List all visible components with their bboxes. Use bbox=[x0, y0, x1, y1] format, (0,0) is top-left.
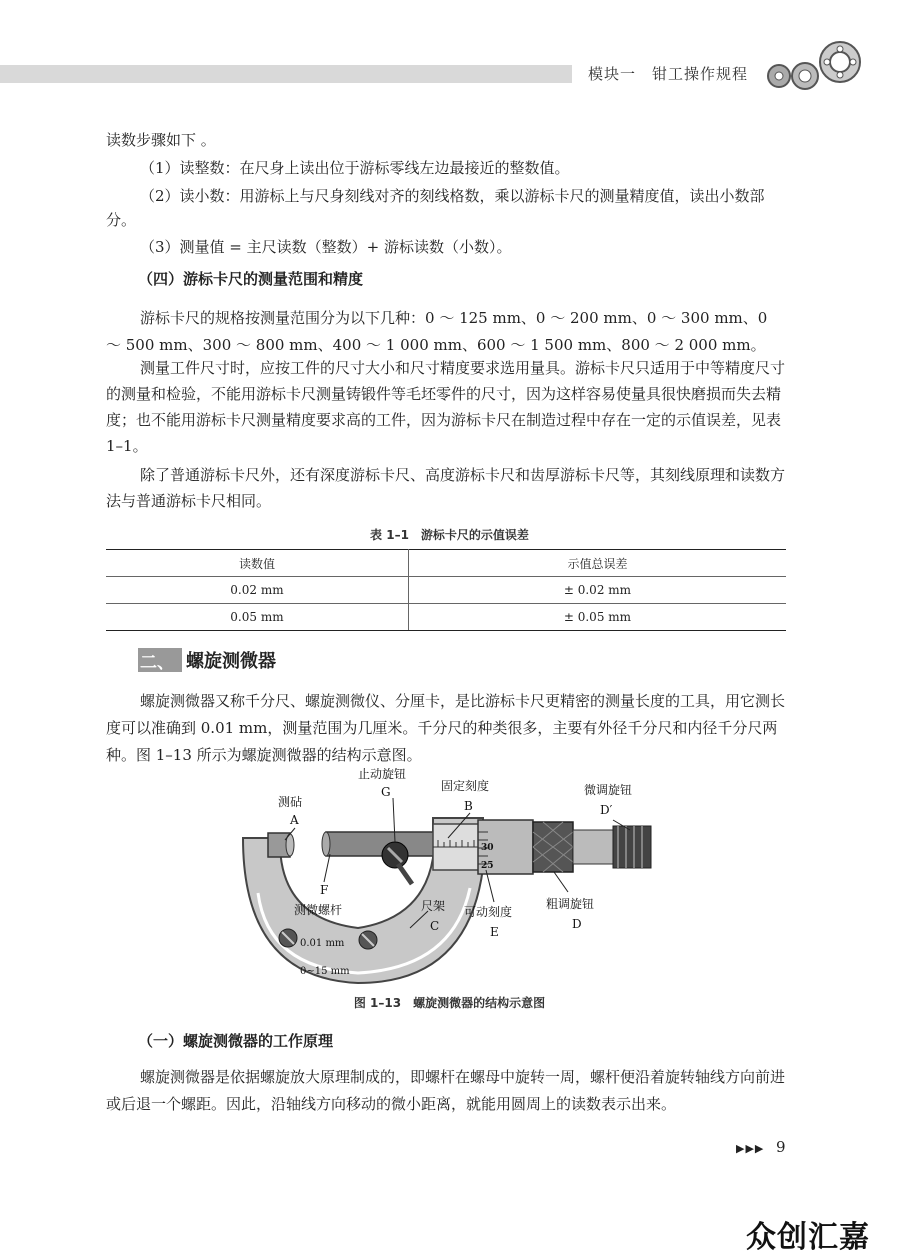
table-caption: 表 1–1 游标卡尺的示值误差 bbox=[370, 528, 529, 542]
brand-watermark: 众创汇嘉 bbox=[746, 1220, 870, 1255]
label-sleeve-name: 固定刻度 bbox=[441, 779, 490, 793]
error-table bbox=[106, 549, 786, 631]
label-sleeve-letter: B bbox=[464, 799, 473, 813]
label-lock-letter: G bbox=[381, 785, 391, 799]
page-number bbox=[736, 1138, 786, 1156]
para-usage: 测量工件尺寸时，应按工件的尺寸大小和尺寸精度要求选用量具。游标卡尺只适用于中等精度尺寸的测量和检验，不能用游标卡尺测量铸锻件等毛坯零件的尺寸，因为这样容易使量具很快磨损而失去精度；也不能用游标卡尺测量精度要求高的工件，因为游标卡尺在制造过程中存在一定的示值误差，见表 1–1。 bbox=[106, 359, 786, 455]
subhead-measuring-range: （四）游标卡尺的测量范围和精度 bbox=[138, 270, 364, 288]
step-2: （2）读小数：用游标上与尺身刻线对齐的刻线格数，乘以游标卡尺的测量精度值，读出小数部分。 bbox=[106, 187, 765, 229]
table-header-cell: 示值总误差 bbox=[408, 550, 786, 577]
label-coarse-knob-letter: D bbox=[572, 917, 582, 931]
thimble-30-label: 30 bbox=[481, 843, 494, 853]
label-ratchet-name: 微调旋钮 bbox=[584, 783, 633, 797]
table-cell: 0.02 mm bbox=[106, 577, 408, 604]
running-header-title: 模块一 钳工操作规程 bbox=[588, 65, 749, 83]
header-bar bbox=[0, 65, 572, 83]
table-cell: 0.05 mm bbox=[106, 604, 408, 631]
label-anvil-letter: A bbox=[290, 813, 299, 827]
label-thimble-name: 可动刻度 bbox=[464, 905, 513, 919]
label-spindle-letter: F bbox=[320, 883, 329, 897]
table-cell: ± 0.02 mm bbox=[408, 577, 786, 604]
table-row bbox=[106, 577, 786, 604]
intro-text: 读数步骤如下 。 bbox=[106, 131, 216, 149]
frame-range-text: 0~15 mm bbox=[300, 966, 350, 977]
page-number-value: 9 bbox=[775, 1138, 787, 1156]
para-working-principle: 螺旋测微器是依据螺旋放大原理制成的，即螺杆在螺母中旋转一周，螺杆便沿着旋转轴线方向前进或后退一个螺距。因此，沿轴线方向移动的微小距离，就能用圆周上的读数表示出来。 bbox=[106, 1068, 786, 1113]
table-header-cell: 读数值 bbox=[106, 550, 408, 577]
label-coarse-knob-name: 粗调旋钮 bbox=[546, 897, 595, 911]
para-range: 游标卡尺的规格按测量范围分为以下几种：0 ～ 125 mm、0 ～ 200 mm、0 ～ 300 mm、0 ～ 500 mm、300 ～ 800 mm、400 ～ 1 000 mm、600 ～ 1 500 mm、800 ～ 2 000 mm。 bbox=[106, 309, 768, 354]
thimble-25-label: 25 bbox=[481, 861, 494, 871]
step-1: （1）读整数：在尺身上读出位于游标零线左边最接近的整数值。 bbox=[140, 159, 570, 177]
subsection-title: （一）螺旋测微器的工作原理 bbox=[138, 1032, 334, 1050]
label-ratchet-letter: D′ bbox=[600, 803, 613, 817]
step-3: （3）测量值 = 主尺读数（整数）+ 游标读数（小数）。 bbox=[140, 238, 512, 256]
table-cell: ± 0.05 mm bbox=[408, 604, 786, 631]
frame-resolution-text: 0.01 mm bbox=[300, 938, 345, 949]
table-row bbox=[106, 604, 786, 631]
arrow-icon: ▶▶▶ bbox=[736, 1142, 765, 1155]
para-other-calipers: 除了普通游标卡尺外，还有深度游标卡尺、高度游标卡尺和齿厚游标卡尺等，其刻线原理和读数方法与普通游标卡尺相同。 bbox=[106, 466, 786, 510]
table-header-row bbox=[106, 550, 786, 577]
label-frame-name: 尺架 bbox=[421, 899, 446, 913]
section-title: 螺旋测微器 bbox=[186, 651, 276, 672]
micrometer-diagram bbox=[238, 768, 678, 986]
label-lock-name: 止动旋钮 bbox=[358, 768, 407, 781]
label-frame-letter: C bbox=[430, 919, 440, 933]
section-number: 二、 bbox=[140, 653, 174, 673]
label-anvil-name: 测砧 bbox=[278, 795, 303, 809]
figure-caption: 图 1–13 螺旋测微器的结构示意图 bbox=[353, 996, 546, 1010]
label-spindle-name: 测微螺杆 bbox=[294, 903, 343, 917]
label-thimble-letter: E bbox=[490, 925, 499, 939]
para-micrometer-intro: 螺旋测微器又称千分尺、螺旋测微仪、分厘卡，是比游标卡尺更精密的测量长度的工具，用它测长度可以准确到 0.01 mm，测量范围为几厘米。千分尺的种类很多，主要有外径千分尺和内径千分尺两种。图 1–13 所示为螺旋测微器的结构示意图。 bbox=[106, 692, 786, 764]
die-gears-icon bbox=[765, 40, 865, 92]
